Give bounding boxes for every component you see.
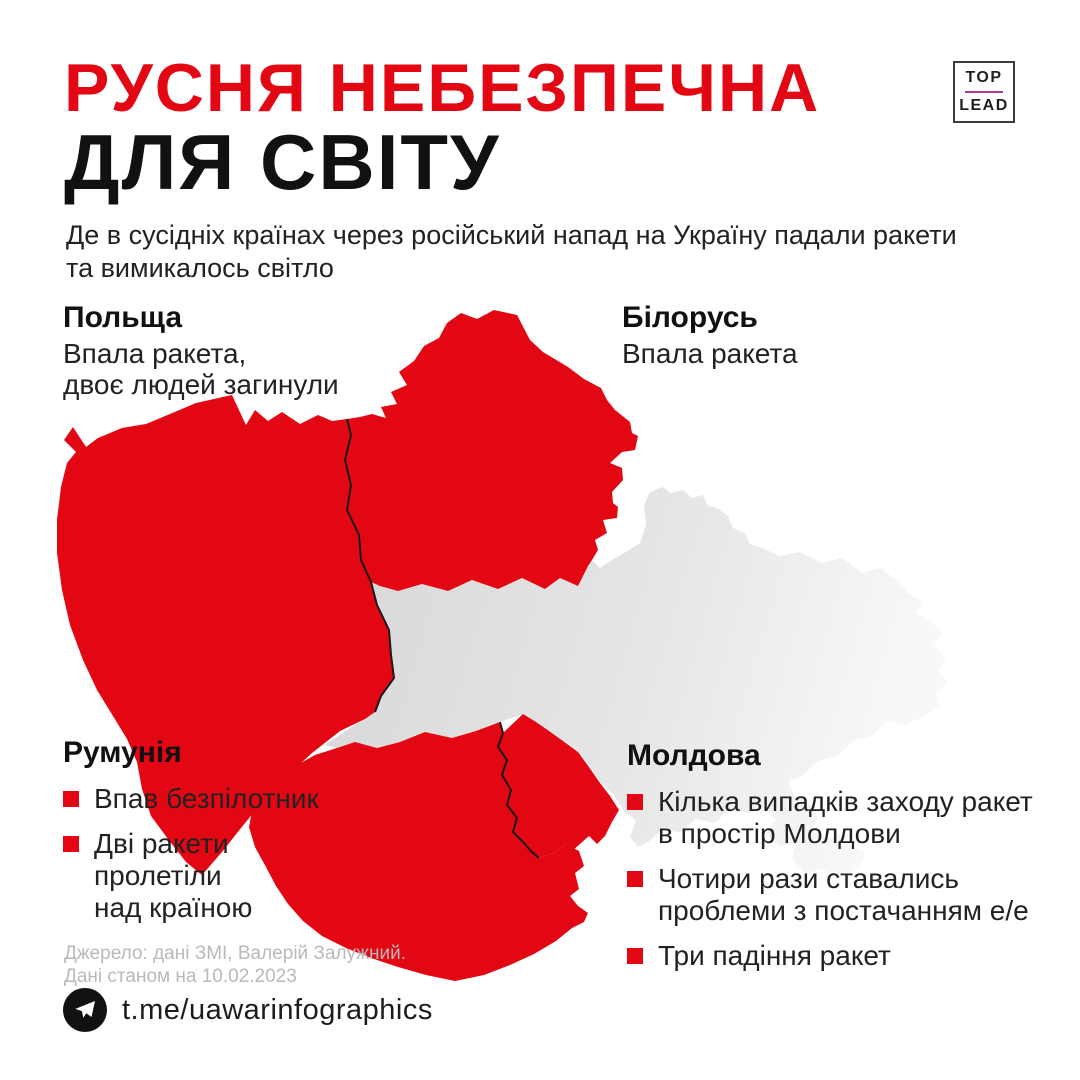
- moldova-bullet-3: [627, 940, 1033, 972]
- source-line2: Дані станом на 10.02.2023: [64, 966, 297, 987]
- moldova-bullet-1-line2: в простір Молдови: [658, 818, 901, 849]
- poland-note-line2: двоє людей загинули: [63, 369, 339, 400]
- subtitle-line2: та вимикалось світло: [66, 253, 334, 283]
- moldova-bullet-3-line1: Три падіння ракет: [658, 940, 891, 971]
- telegram-link[interactable]: [63, 988, 433, 1032]
- bullet-square-icon: [63, 836, 79, 852]
- moldova-bullet-2-line2: проблеми з постачанням е/е: [658, 895, 1029, 926]
- logo-top-text: TOP: [965, 69, 1003, 86]
- telegram-icon: [63, 988, 107, 1032]
- bullet-square-icon: [63, 791, 79, 807]
- moldova-bullet-2: [627, 863, 1033, 927]
- map-belarus: [345, 310, 638, 591]
- moldova-bullet-1: [627, 786, 1033, 850]
- source-note: [64, 942, 406, 988]
- moldova-name: Молдова: [627, 739, 761, 772]
- logo-divider-line: [965, 91, 1003, 93]
- logo-lead-text: LEAD: [959, 97, 1009, 114]
- moldova-label: [627, 739, 1033, 972]
- subtitle-line1: Де в сусідніх країнах через російський напад на Україну падали ракети: [66, 220, 957, 250]
- poland-name: Польща: [63, 301, 183, 334]
- toplead-logo: [953, 61, 1015, 123]
- moldova-bullet-1-line1: Кілька випадків заходу ракет: [658, 786, 1033, 817]
- telegram-url: t.me/uawarinfographics: [122, 993, 433, 1026]
- bullet-square-icon: [627, 794, 643, 810]
- romania-bullet-2-line3: над країною: [94, 892, 253, 923]
- belarus-name: Білорусь: [622, 301, 758, 334]
- romania-label: [63, 736, 319, 924]
- poland-label: [63, 301, 339, 400]
- romania-bullet-1-line1: Впав безпілотник: [94, 783, 319, 814]
- belarus-label: [622, 301, 798, 369]
- page-subtitle: [66, 219, 957, 285]
- page-title-line1: РУСНЯ НЕБЕЗПЕЧНА: [64, 50, 821, 126]
- belarus-note-line1: Впала ракета: [622, 338, 798, 369]
- romania-name: Румунія: [63, 736, 182, 769]
- bullet-square-icon: [627, 948, 643, 964]
- poland-note-line1: Впала ракета,: [63, 338, 247, 369]
- romania-bullet-1: [63, 783, 319, 815]
- page-title-line2: ДЛЯ СВІТУ: [64, 118, 501, 206]
- romania-bullet-2-line2: пролетіли: [94, 860, 222, 891]
- romania-bullet-2: [63, 828, 319, 924]
- bullet-square-icon: [627, 871, 643, 887]
- moldova-bullet-2-line1: Чотири рази ставались: [658, 863, 959, 894]
- romania-bullet-2-line1: Дві ракети: [94, 828, 229, 859]
- source-line1: Джерело: дані ЗМІ, Валерій Залужний.: [64, 943, 406, 964]
